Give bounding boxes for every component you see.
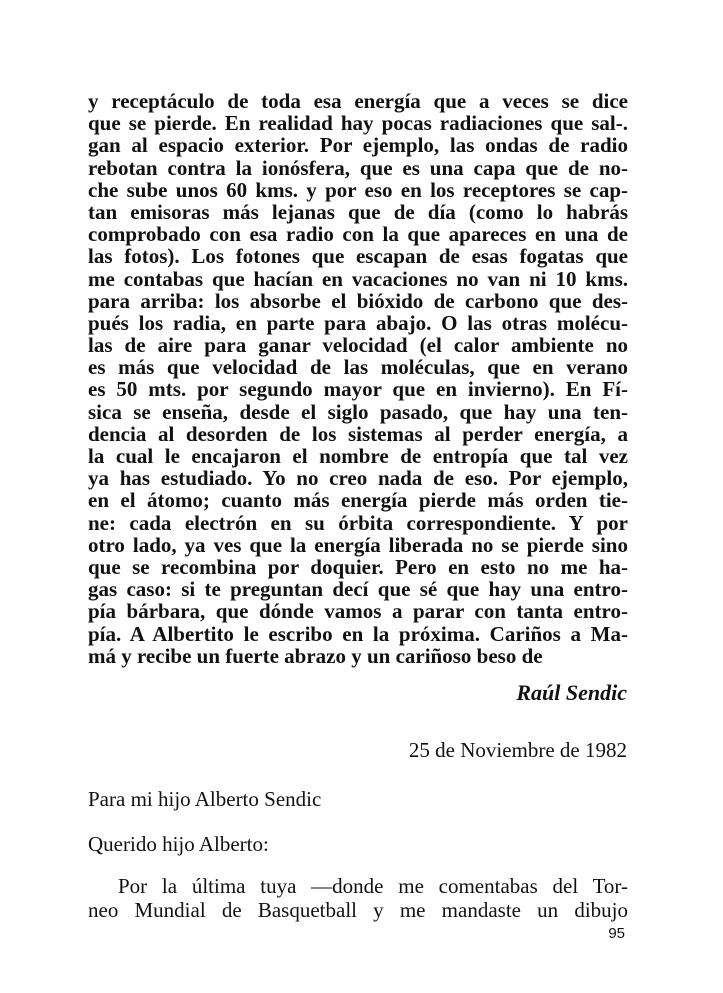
- text-line: pués los radia, en parte para abajo. O las otras molécu-: [88, 310, 628, 335]
- text-line: ya has estudiado. Yo no creo nada de eso. Por ejemplo,: [88, 466, 628, 491]
- text-line: ne: cada electrón en su órbita correspondiente. Y por: [88, 510, 628, 535]
- text-line: es más que velocidad de las moléculas, que en verano: [88, 355, 628, 380]
- text-line: che sube unos 60 kms. y por eso en los receptores se cap-: [88, 177, 628, 202]
- text-line: y receptáculo de toda esa energía que a veces se dice: [88, 89, 628, 113]
- text-line: rebotan contra la ionósfera, que es una capa que de no-: [88, 155, 628, 180]
- text-line: otro lado, ya ves que la energía liberada no se pierde sino: [88, 532, 628, 557]
- text-line: gas caso: si te preguntan decí que sé que hay una entro-: [88, 577, 628, 602]
- letter-signature: Raúl Sendic: [516, 680, 627, 705]
- letter-salutation: Querido hijo Alberto:: [88, 832, 269, 856]
- text-line: me contabas que hacían en vacaciones no van ni 10 kms.: [88, 266, 628, 291]
- text-line: en el átomo; cuanto más energía pierde más orden tie-: [88, 488, 628, 513]
- text-line: que se recombina por doquier. Pero en esto no me ha-: [88, 554, 628, 579]
- text-line: las fotos). Los fotones que escapan de esas fogatas que: [88, 244, 628, 269]
- text-line: es 50 mts. por segundo mayor que en invierno). En Fí-: [88, 377, 628, 402]
- letter-date: 25 de Noviembre de 1982: [408, 738, 627, 762]
- text-line: sica se enseña, desde el siglo pasado, que hay una ten-: [88, 399, 628, 424]
- text-line: comprobado con esa radio con la que apareces en una de: [88, 222, 628, 247]
- text-line: dencia al desorden de los sistemas al perder energía, a: [88, 421, 628, 446]
- text-line: pía bárbara, que dónde vamos a parar con tanta entro-: [88, 599, 628, 624]
- text-line: pía. A Albertito le escribo en la próxima. Cariños a Ma-: [88, 621, 628, 646]
- text-line: para arriba: los absorbe el bióxido de carbono que des-: [88, 288, 628, 313]
- letter-body-text: [88, 90, 628, 667]
- page-number: 95: [608, 925, 625, 942]
- text-line: que se pierde. En realidad hay pocas radiaciones que sal-.: [88, 111, 628, 136]
- text-line: las de aire para ganar velocidad (el calor ambiente no: [88, 333, 628, 358]
- text-line: neo Mundial de Basquetball y me mandaste un dibujo: [88, 898, 628, 922]
- text-line: tan emisoras más lejanas que de día (como lo habrás: [88, 199, 628, 224]
- text-line: gan al espacio exterior. Por ejemplo, las ondas de radio: [88, 133, 628, 158]
- text-line: Por la última tuya —donde me comentabas del Tor-: [118, 874, 628, 898]
- letter-opening-paragraph: [88, 874, 628, 922]
- text-line: la cual le encajaron el nombre de entropía que tal vez: [88, 444, 628, 468]
- text-line: má y recibe un fuerte abrazo y un cariñoso beso de: [88, 643, 543, 668]
- letter-dedication: Para mi hijo Alberto Sendic: [88, 787, 322, 811]
